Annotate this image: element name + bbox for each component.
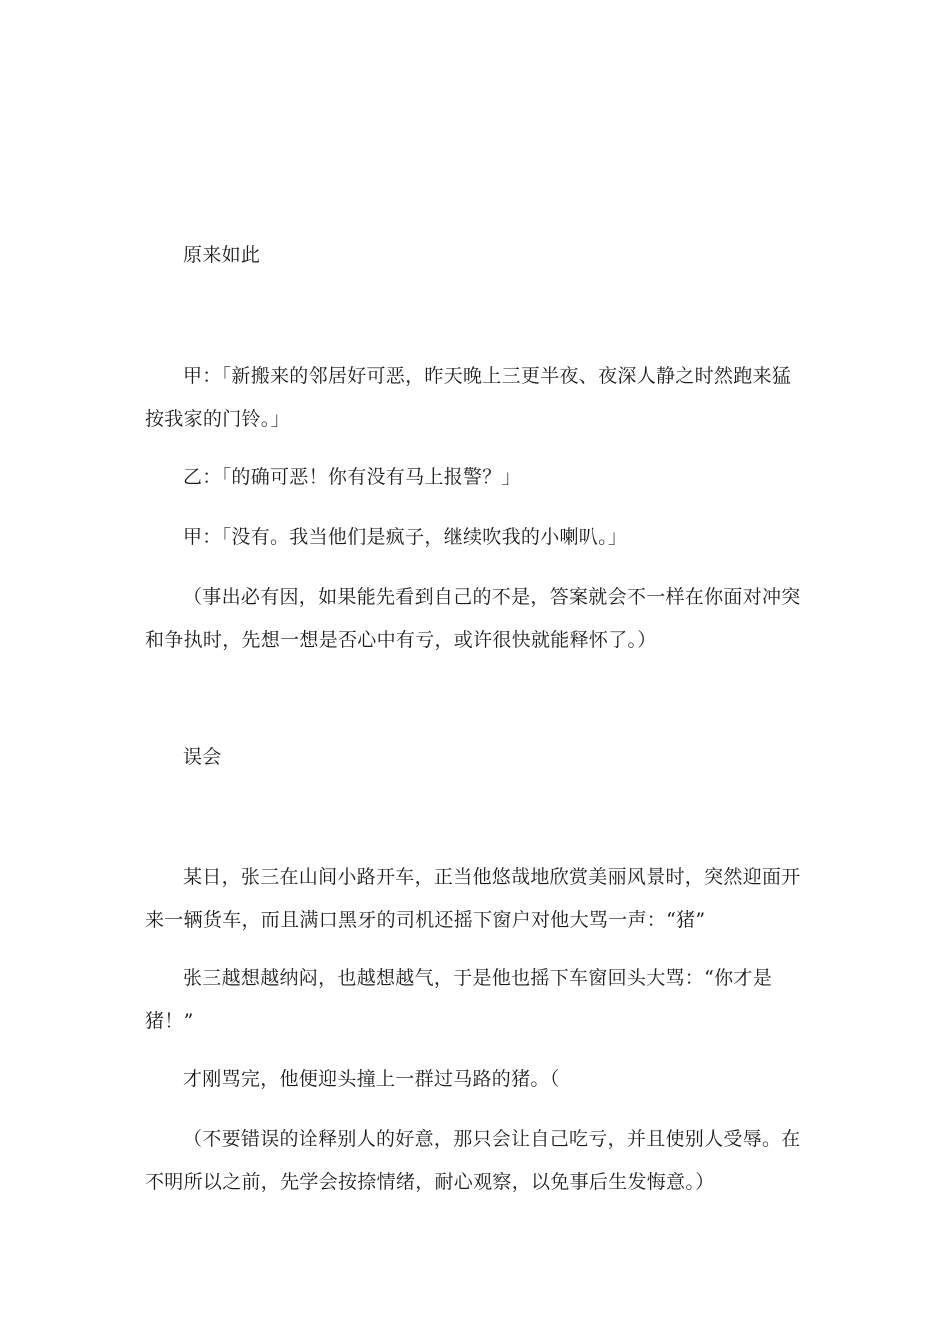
- story-paragraph: 才刚骂完，他便迎头撞上一群过马路的猪。（: [183, 1068, 560, 1090]
- commentary-paragraph: （事出必有因，如果能先看到自己的不是，答案就会不一样在你面对冲突和争执时，先想一想是否心中有亏，或许很快就能释怀了。）: [145, 586, 801, 651]
- dialogue-paragraph: 甲：「没有。我当他们是疯子，继续吹我的小喇叭。」: [183, 526, 628, 548]
- section-title: 原来如此: [183, 244, 261, 266]
- section-title: 误会: [183, 746, 222, 768]
- story-paragraph: 张三越想越纳闷，也越想越气，于是他也摇下车窗回头大骂：“你才是猪！”: [145, 967, 773, 1032]
- commentary-paragraph: （不要错误的诠释别人的好意，那只会让自己吃亏，并且使别人受辱。在不明所以之前，先学会按捺情绪，耐心观察，以免事后生发悔意。）: [145, 1128, 801, 1193]
- story-paragraph: 某日，张三在山间小路开车，正当他悠哉地欣赏美丽风景时，突然迎面开来一辆货车，而且满口黑牙的司机还摇下窗户对他大骂一声：“猪”: [145, 866, 801, 931]
- dialogue-paragraph: 甲：「新搬来的邻居好可恶，昨天晚上三更半夜、夜深人静之时然跑来猛按我家的门铃。」: [145, 365, 792, 430]
- dialogue-paragraph: 乙：「的确可恶！你有没有马上报警？」: [183, 466, 521, 488]
